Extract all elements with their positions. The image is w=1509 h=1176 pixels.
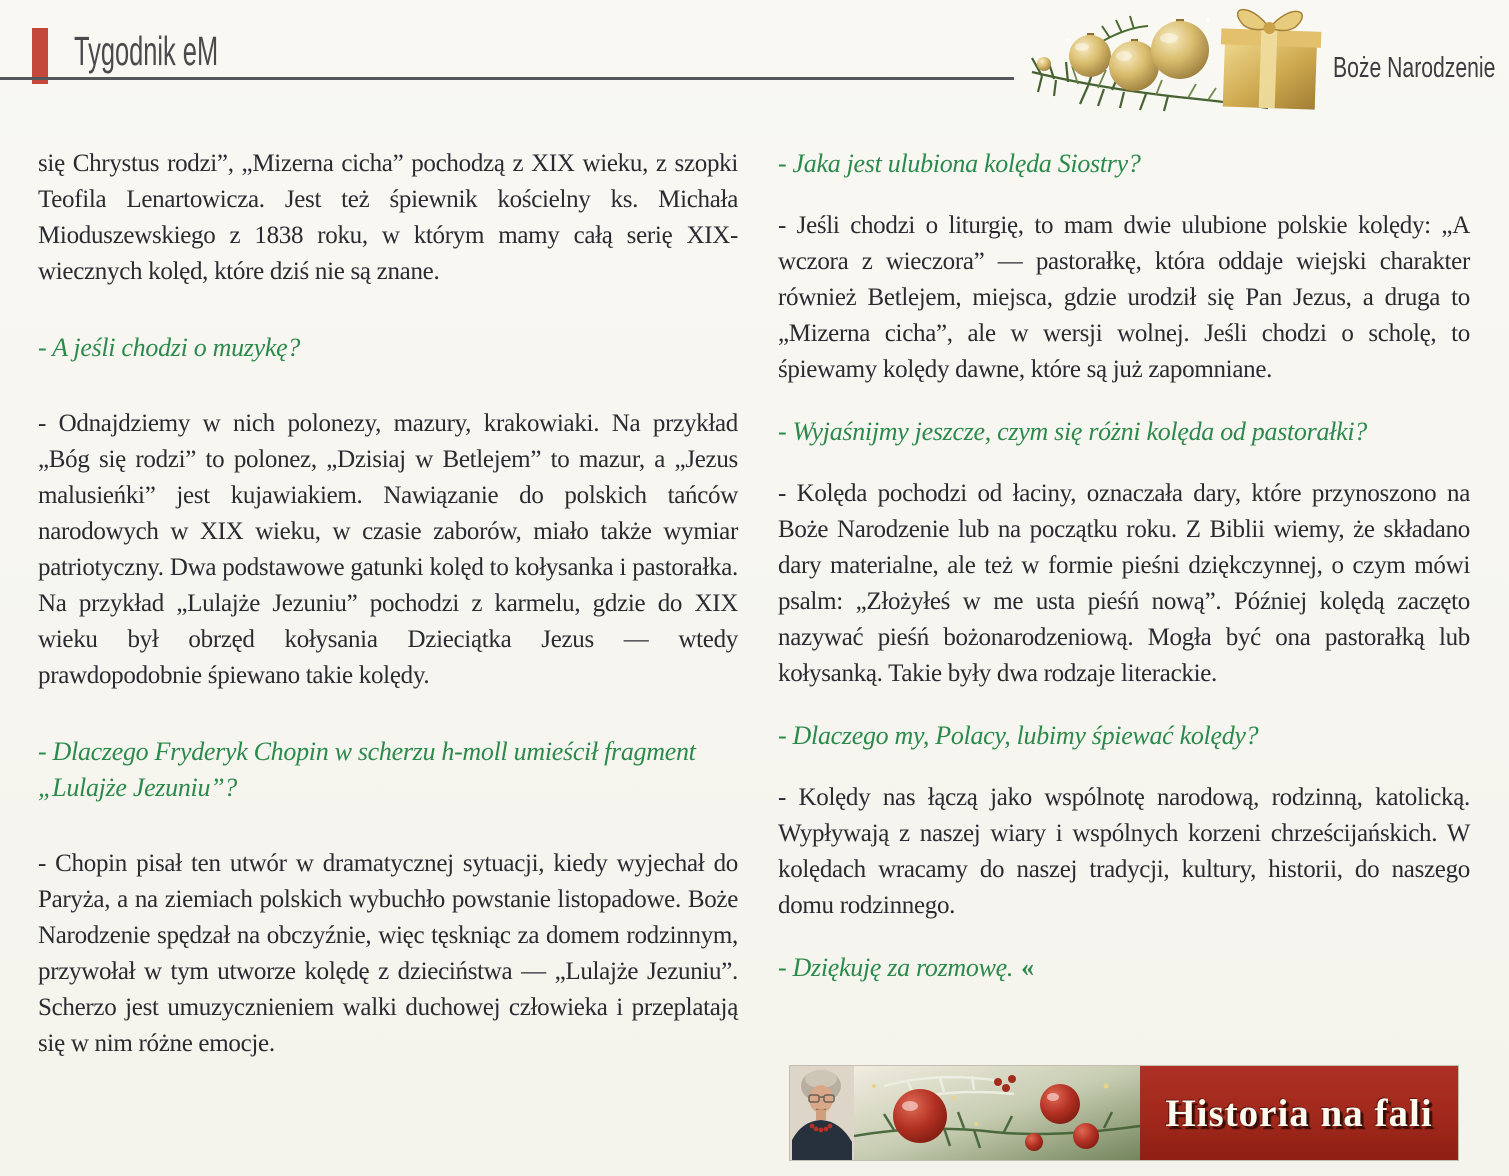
paragraph: - Jeśli chodzi o liturgię, to mam dwie ulubione polskie kolędy: „A wczora z wieczora” — pastorałkę, która oddaje wiejski charakter również Betlejem, miejsca, gdzie urodził się Pan Jezus, a druga to „Mizerna cicha”, ale w wersji wolnej. Jeśli chodzi o scholę, to śpiewamy kolędy dawne, które są już zapomniane. <box>778 212 1470 383</box>
article-column-right <box>778 146 1470 986</box>
header-rule <box>0 77 1014 80</box>
radio-show-banner <box>790 1066 1458 1160</box>
interview-question: - Dlaczego Fryderyk Chopin w scherzu h-moll umieścił fragment „Lulajże Jezuniu”? <box>38 737 696 802</box>
interview-closing <box>778 950 1470 986</box>
paragraph: - Kolęda pochodzi od łaciny, oznaczała dary, które przynoszono na Boże Narodzenie lub na początku roku. Z Biblii wiemy, że składano dary materialne, ale też w formie pieśni dziękczynnej, o czym mówi psalm: „Złożyłeś w me usta pieśń nową”. Później kolędą zaczęto nazywać pieśń bożonarodzeniową. Mogła być ona pastorałką lub kołysanką. Takie były dwa rodzaje literackie. <box>778 480 1470 687</box>
interview-question: - Dlaczego my, Polacy, lubimy śpiewać kolędy? <box>778 721 1259 750</box>
closing-text: - Dziękuję za rozmowę. <box>778 953 1014 982</box>
masthead-accent-bar <box>32 28 48 84</box>
interview-question: - Wyjaśnijmy jeszcze, czym się różni kolęda od pastorałki? <box>778 417 1367 446</box>
gift-box-icon <box>1219 9 1322 110</box>
christmas-baubles-photo <box>854 1066 1140 1160</box>
paragraph: - Kolędy nas łączą jako wspólnotę narodową, rodzinną, katolicką. Wypływają z naszej wiary i wspólnych korzeni chrześcijańskich. W kolędach wracamy do naszej tradycji, kultury, historii, do naszego domu rodzinnego. <box>778 784 1470 919</box>
paragraph: się Chrystus rodzi”, „Mizerna cicha” pochodzą z XIX wieku, z szopki Teofila Lenartowicza. Jest też śpiewnik kościelny ks. Michała Mioduszewskiego z 1838 roku, w którym mamy całą serię XIX-wiecznych kolęd, które dziś nie są znane. <box>38 150 738 285</box>
article-end-mark-icon: « <box>1021 953 1031 982</box>
section-label: Boże Narodzenie <box>1333 52 1496 84</box>
interview-question: - A jeśli chodzi o muzykę? <box>38 333 301 362</box>
banner-title-panel <box>1140 1066 1458 1160</box>
masthead-title: Tygodnik eM <box>74 28 219 74</box>
christmas-ornaments-illustration <box>1028 0 1330 114</box>
woman-portrait-photo <box>790 1066 854 1160</box>
paragraph: - Chopin pisał ten utwór w dramatycznej sytuacji, kiedy wyjechał do Paryża, a na ziemiach polskich wybuchło powstanie listopadowe. Boże Narodzenie spędzał na obczyźnie, więc tęskniąc za domem rodzinnym, przywołał w tym utworze kolędę z dzieciństwa — „Lulajże Jezuniu”. Scherzo jest umuzycznieniem walki duchowej człowieka i przeplatają się w nim różne emocje. <box>38 850 738 1057</box>
paragraph: - Odnajdziemy w nich polonezy, mazury, krakowiaki. Na przykład „Bóg się rodzi” to polonez, „Dzisiaj w Betlejem” to mazur, a „Jezus malusieńki” jest kujawiakiem. Nawiązanie do polskich tańców narodowych w XIX wieku, w czasie zaborów, miało także wymiar patriotyczny. Dwa podstawowe gatunki kolęd to kołysanka i pastorałka. Na przykład „Lulajże Jezuniu” pochodzi z karmelu, gdzie do XIX wieku był obrzęd kołysania Dzieciątka Jezus — wtedy prawdopodobnie śpiewano takie kolędy. <box>38 410 738 689</box>
gold-bauble-icon <box>1037 19 1209 91</box>
banner-title: Historia na fali <box>1165 1091 1433 1135</box>
interview-question: - Jaka jest ulubiona kolęda Siostry? <box>778 149 1141 178</box>
article-column-left <box>38 146 738 1062</box>
